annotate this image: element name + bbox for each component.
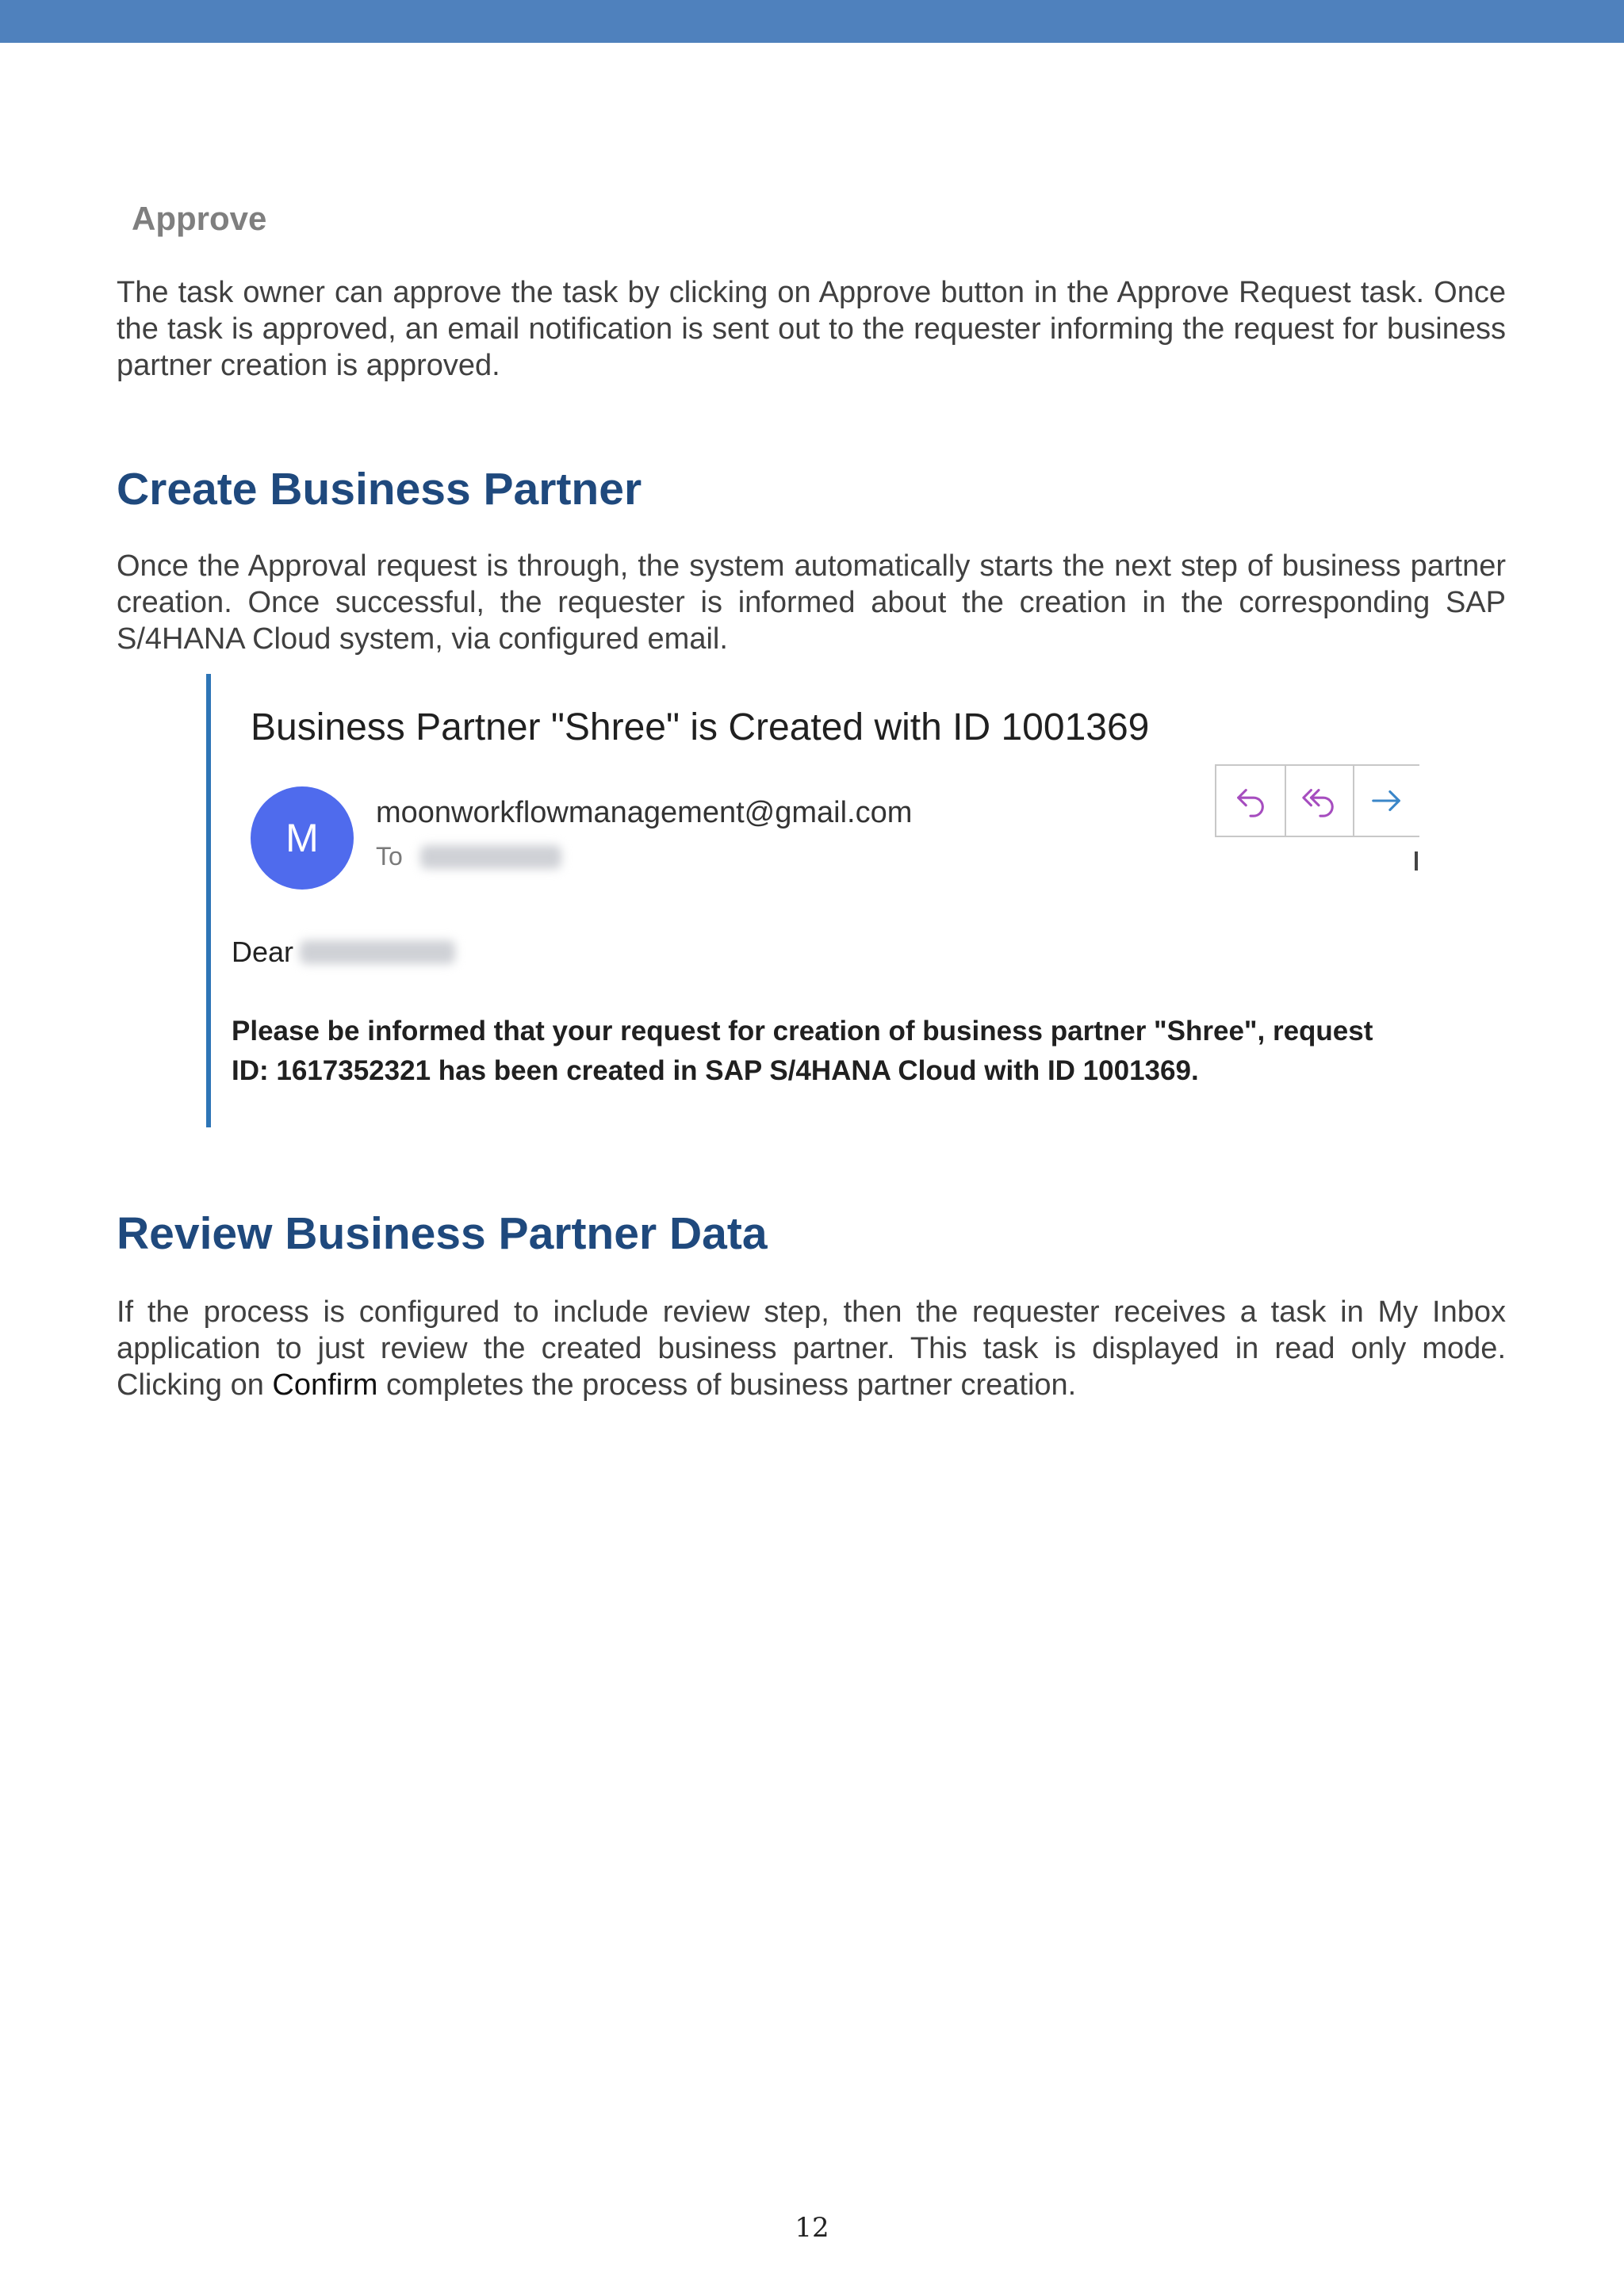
header-bar <box>0 0 1624 43</box>
reply-button[interactable] <box>1216 766 1286 836</box>
page-number: 12 <box>795 2212 829 2244</box>
create-business-partner-paragraph: Once the Approval request is through, the system automatically starts the next step of business partner creation. Once successful, the requester is informed about the creation in the corresponding SAP S/4HANA Cloud system, via configured email. <box>117 549 1506 656</box>
approve-paragraph: The task owner can approve the task by clicking on Approve button in the Approve Request task. Once the task is approved, an email notification is sent out to the requester informing the request for business partner creation is approved. <box>117 276 1506 382</box>
review-text-before: If the process is configured to include review step, then the requester receives a task in My Inbox application to just review the created business partner. This task is displayed in read only mode. Clicking on <box>117 1295 1506 1402</box>
sender-email: moonworkflowmanagement@gmail.com <box>376 796 913 829</box>
approve-heading: Approve <box>132 200 267 237</box>
recipient-name-redacted <box>420 845 561 869</box>
reply-all-icon <box>1300 783 1337 819</box>
email-accent-bar <box>206 674 211 1127</box>
email-actions <box>1215 764 1419 837</box>
email-screenshot <box>206 674 1419 1127</box>
forward-button[interactable] <box>1353 766 1419 836</box>
email-greeting: Dear <box>232 936 294 968</box>
confirm-term: Confirm <box>272 1368 378 1402</box>
reply-all-button[interactable] <box>1285 766 1354 836</box>
recipient-label: To <box>376 842 403 871</box>
review-text-after: completes the process of business partner creation. <box>377 1368 1077 1402</box>
forward-icon <box>1369 783 1405 819</box>
email-body: Please be informed that your request for creation of business partner "Shree", request ID: 1617352321 has been created in SAP S/4HANA Cloud with ID 1001369. <box>232 1016 1373 1086</box>
cropped-timestamp-edge <box>1415 851 1418 871</box>
email-subject: Business Partner "Shree" is Created with ID 1001369 <box>251 706 1150 748</box>
reply-icon <box>1232 783 1269 819</box>
sender-avatar: M <box>251 786 354 890</box>
greeting-name-redacted <box>300 940 455 964</box>
review-business-partner-heading: Review Business Partner Data <box>117 1208 768 1259</box>
create-business-partner-heading: Create Business Partner <box>117 464 642 515</box>
review-business-partner-paragraph <box>117 1294 1506 1403</box>
